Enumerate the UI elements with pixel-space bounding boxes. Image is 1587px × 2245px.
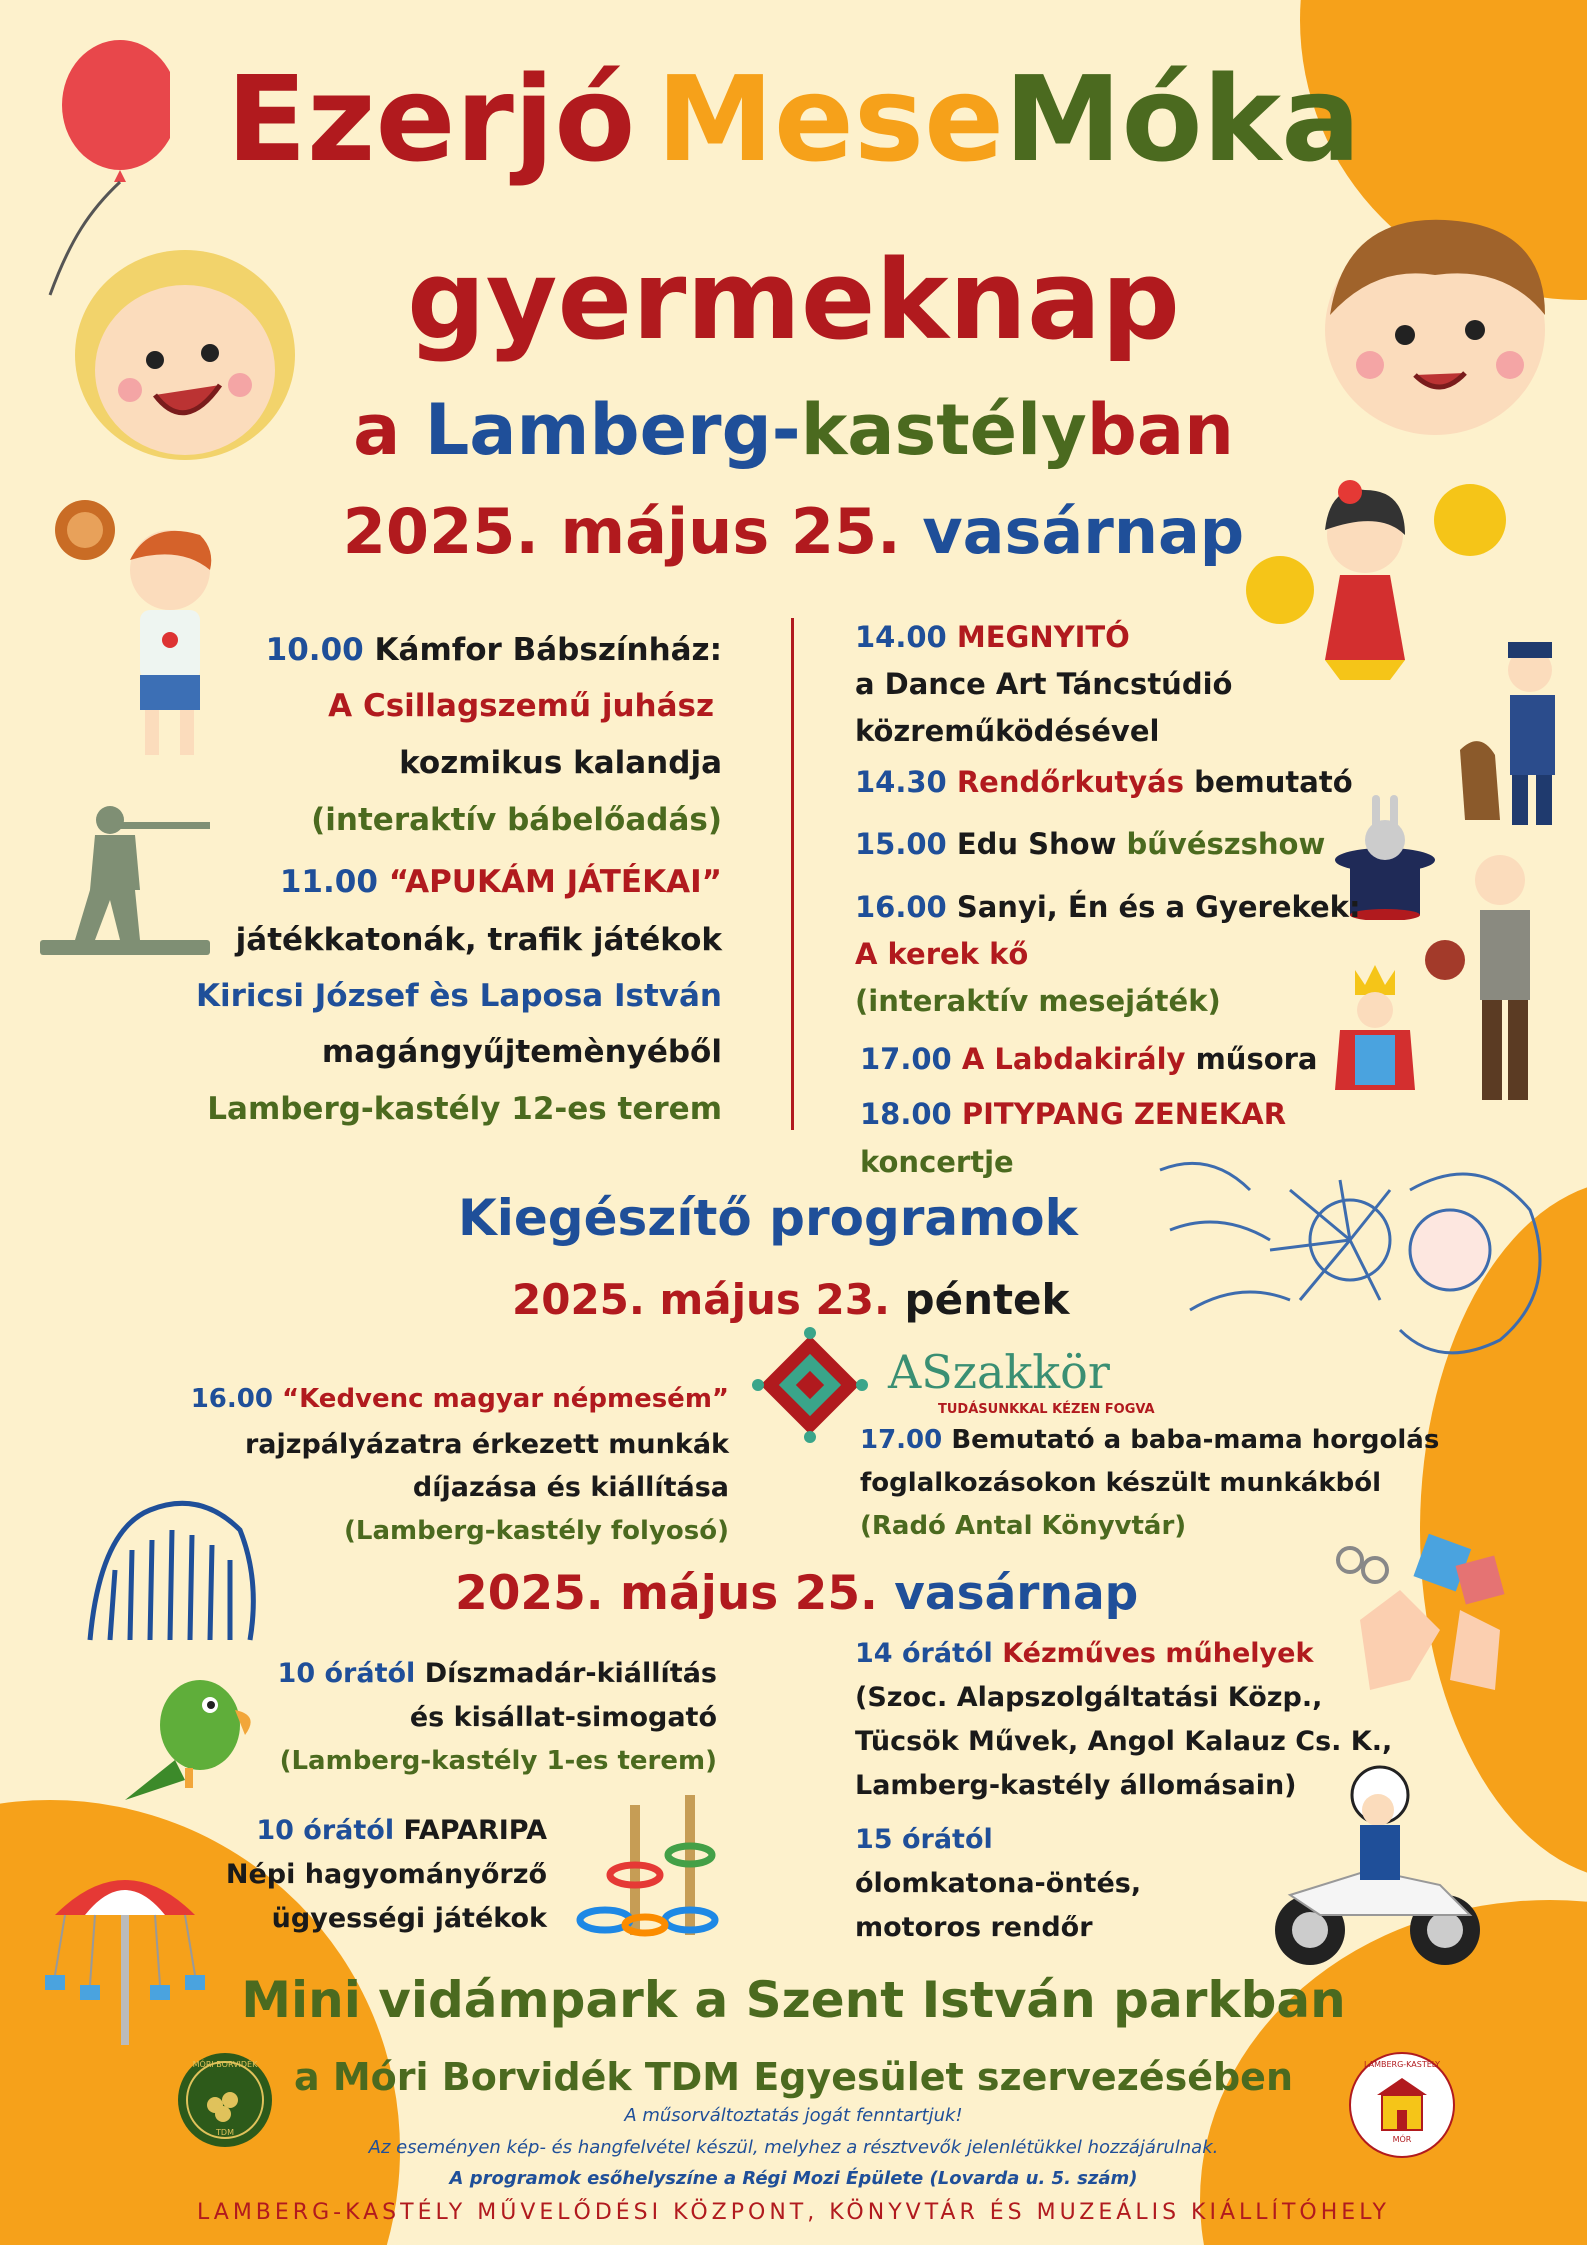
- right-item-1700: [860, 1042, 1318, 1077]
- main-date-day: vasárnap: [922, 495, 1245, 568]
- diszmadar-line: Díszmadár-kiállítás: [424, 1658, 717, 1689]
- boy-face-icon: [1305, 205, 1565, 445]
- edu-show-label: Edu Show: [956, 827, 1117, 861]
- rajzpalyazat-line: rajzpályázatra érkezett munkák: [244, 1429, 729, 1460]
- note-rain-venue: A programok esőhelyszíne a Régi Mozi Épülete (Lovarda u. 5. szám): [449, 2168, 1138, 2189]
- allomasain-line: Lamberg-kastély állomásain): [855, 1770, 1297, 1801]
- konyvtar-line: (Radó Antal Könyvtár): [860, 1511, 1187, 1541]
- title-word-mese: Mese: [656, 50, 1005, 188]
- buveszshow-label: bűvészshow: [1126, 827, 1326, 861]
- crafting-hands-icon: [1320, 1530, 1520, 1720]
- dijazas-line: díjazása és kiállítása: [412, 1472, 729, 1503]
- time-1000: 10.00: [265, 632, 364, 668]
- parrot-icon: [115, 1670, 265, 1810]
- ball-man-icon: [1410, 840, 1560, 1120]
- title-word-moka: Móka: [1004, 50, 1361, 188]
- note-rights: A műsorváltoztatás jogát fenntartjuk!: [624, 2105, 963, 2126]
- collectors-line: Kiricsi József ès Laposa István: [195, 978, 722, 1014]
- friday-date-value: 2025. május 23.: [512, 1275, 890, 1324]
- rendorkutyas-label: Rendőrkutyás: [956, 765, 1185, 799]
- title-word-ezerjo: Ezerjó: [226, 50, 636, 188]
- fri-right-line1: [860, 1425, 1439, 1456]
- dandelion-girl-icon: [1150, 1130, 1570, 1380]
- sanyi-label: Sanyi, Én és a Gyerekek:: [956, 890, 1361, 924]
- time-1500: 15.00: [855, 827, 947, 861]
- sun-right1-time: 14 órától: [855, 1638, 993, 1669]
- kamfor-title: Kámfor Bábszínház:: [374, 632, 722, 668]
- column-divider: [791, 618, 794, 1130]
- bemutato-label: bemutató: [1194, 765, 1353, 799]
- police-dog-icon: [1450, 630, 1570, 830]
- szakkor-tagline: TUDÁSUNKKAL KÉZEN FOGVA: [938, 1402, 1155, 1417]
- pitypang-label: PITYPANG ZENEKAR: [961, 1097, 1287, 1131]
- kerek-ko-title: A kerek kő: [855, 937, 1029, 971]
- king-icon: [1320, 960, 1430, 1120]
- kozremukodes-line: közreműködésével: [855, 714, 1160, 748]
- olomkatona-line: ólomkatona-öntés,: [855, 1868, 1142, 1899]
- time-1430: 14.30: [855, 765, 947, 799]
- sunday-date: [455, 1566, 1138, 1622]
- right-item-1500: [855, 827, 1325, 862]
- time-1600: 16.00: [855, 890, 947, 924]
- szakkor-logo: ASzakkör: [888, 1345, 1110, 1399]
- kezmuves-line: Kézműves műhelyek: [1002, 1638, 1314, 1669]
- hagyomanyorzo-line: Népi hagyományőrző: [225, 1859, 547, 1890]
- left-item-1100: [280, 864, 722, 901]
- mesejatek-note: (interaktív mesejáték): [855, 984, 1221, 1018]
- puli-dog-icon: [70, 1470, 270, 1650]
- venue-name-2: kastély: [800, 389, 1087, 471]
- sun-left2-time: 10 órától: [256, 1815, 395, 1846]
- horgolas-line: Bemutató a baba-mama horgolás: [951, 1425, 1440, 1455]
- ugyessegi-line: ügyességi játékok: [271, 1903, 547, 1934]
- motoros-line: motoros rendőr: [855, 1912, 1093, 1943]
- time-1100: 11.00: [279, 864, 378, 900]
- right-item-1400: [855, 620, 1130, 655]
- fri-left-time: 16.00: [190, 1384, 273, 1414]
- note-recording: Az eseményen kép- és hangfelvétel készül, melyhez a résztvevők jelenlétükkel hozzájárulnak.: [368, 2137, 1219, 2158]
- girl-face-icon: [55, 235, 315, 475]
- fri-left-title-line: [191, 1384, 729, 1415]
- terem-12-line: Lamberg-kastély 12-es terem: [207, 1091, 722, 1127]
- apukam-title: “APUKÁM JÁTÉKAI”: [388, 864, 722, 900]
- jatekkatonak-line: játékkatonák, trafik játékok: [235, 922, 722, 958]
- time-1800: 18.00: [860, 1097, 952, 1131]
- extra-heading: Kiegészítő programok: [458, 1189, 1078, 1247]
- sun-right2-time: 15 órától: [855, 1824, 993, 1855]
- folk-ornament-logo-icon: [750, 1325, 870, 1445]
- csillagszemu-title: A Csillagszemű juhász: [328, 688, 714, 724]
- right-item-1800: [860, 1097, 1286, 1132]
- main-date-value: 2025. május 25.: [342, 495, 901, 568]
- musora-label: műsora: [1195, 1042, 1318, 1076]
- sunday-date-value: 2025. május 25.: [455, 1566, 878, 1621]
- koncertje-line: koncertje: [860, 1145, 1014, 1179]
- faparipa-line: FAPARIPA: [403, 1815, 547, 1846]
- ring-toss-icon: [575, 1795, 725, 1945]
- toy-soldier-icon: [40, 800, 220, 960]
- babeloadas-note: (interaktív bábelőadás): [311, 802, 722, 838]
- page-title: [0, 50, 1587, 188]
- venue-prefix: a: [353, 389, 401, 471]
- subtitle-gyermeknap: gyermeknap: [407, 236, 1180, 364]
- nepmese-title: “Kedvenc magyar népmesém”: [282, 1384, 729, 1414]
- boy-puppet-icon: [50, 490, 280, 770]
- lamberg-logo-text-top: LAMBERG-KASTÉLY: [1363, 2060, 1441, 2069]
- organizer-line: a Móri Borvidék TDM Egyesület szervezésében: [293, 2055, 1294, 2099]
- sun-left2-line1: [256, 1815, 547, 1847]
- friday-date: [512, 1275, 1069, 1325]
- terem-1-line: (Lamberg-kastély 1-es terem): [279, 1746, 717, 1776]
- mori-logo-text-top: MÓRI BORVIDÉK: [192, 2060, 258, 2069]
- sun-right1-line1: [855, 1638, 1313, 1670]
- sun-left1-time: 10 órától: [277, 1658, 416, 1689]
- magangyujtemeny-line: magángyűjtemènyéből: [321, 1034, 722, 1070]
- venue-name-1: Lamberg-: [424, 389, 801, 471]
- kozmikus-line: kozmikus kalandja: [399, 745, 722, 781]
- friday-date-day: péntek: [904, 1275, 1070, 1324]
- time-1400: 14.00: [855, 620, 947, 654]
- right-item-1430: [855, 765, 1353, 800]
- footer-institution: LAMBERG-KASTÉLY MŰVELŐDÉSI KÖZPONT, KÖNYVTÁR ÉS MUZEÁLIS KIÁLLÍTÓHELY: [197, 2200, 1390, 2225]
- fri-right-time: 17.00: [860, 1425, 943, 1455]
- right-item-1600: [855, 890, 1361, 925]
- mori-logo-text-bottom: TDM: [216, 2128, 234, 2137]
- folyoso-line: (Lamberg-kastély folyosó): [344, 1516, 729, 1546]
- venue-suffix: ban: [1086, 389, 1234, 471]
- kisallat-line: és kisállat-simogató: [409, 1702, 717, 1733]
- left-item-1000: [266, 632, 722, 669]
- lamberg-logo-text-bottom: MÓR: [1392, 2135, 1412, 2144]
- megnyito-label: MEGNYITÓ: [956, 620, 1130, 654]
- dance-art-line: a Dance Art Táncstúdió: [855, 667, 1233, 701]
- tucsok-line: Tücsök Művek, Angol Kalauz Cs. K.,: [855, 1726, 1393, 1757]
- mini-vidampark-line: Mini vidámpark a Szent István parkban: [241, 1971, 1346, 2029]
- sun-left1-line1: [278, 1658, 717, 1690]
- szoc-line: (Szoc. Alapszolgáltatási Közp.,: [855, 1682, 1323, 1713]
- time-1700: 17.00: [860, 1042, 952, 1076]
- labdakiraly-label: A Labdakirály: [961, 1042, 1186, 1076]
- sunday-date-day: vasárnap: [894, 1566, 1139, 1621]
- munkakbol-line: foglalkozásokon készült munkákból: [860, 1468, 1382, 1498]
